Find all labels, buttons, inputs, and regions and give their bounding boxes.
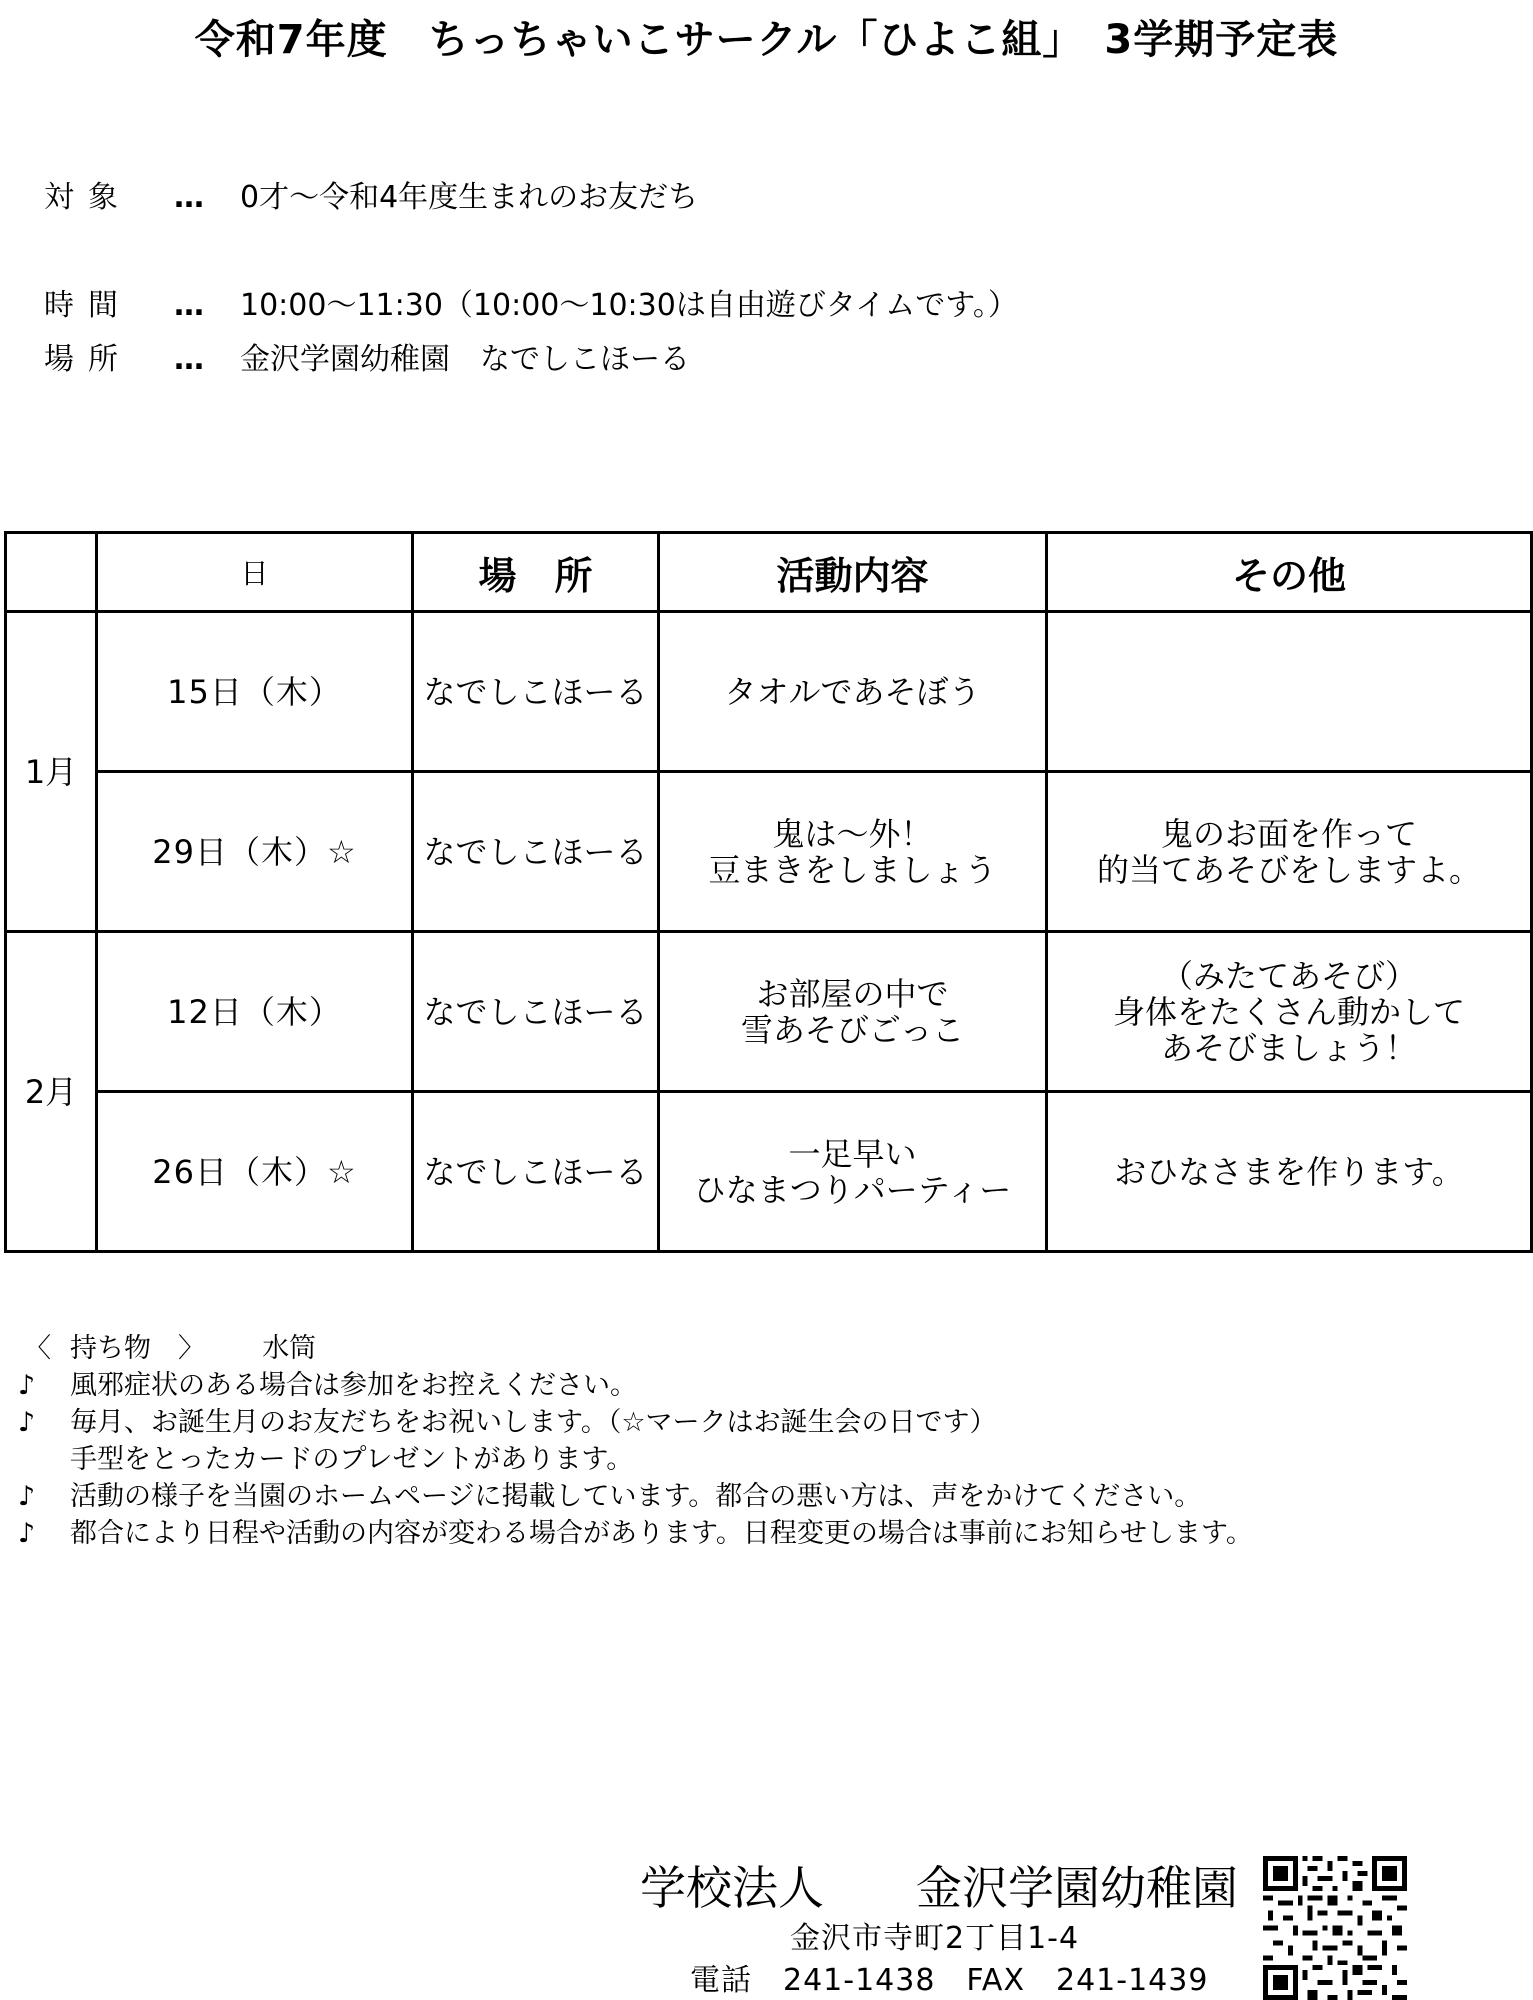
notes-section (18, 1330, 1253, 1552)
note-text: 都合により日程や活動の内容が変わる場合があります。日程変更の場合は事前にお知らせします。 (70, 1518, 1253, 1549)
bring-label: 持ち物 〉 (70, 1333, 205, 1364)
place-cell: なでしこほーる (413, 772, 659, 932)
month-cell: 1月 (6, 612, 97, 932)
other-cell (1047, 612, 1532, 772)
music-note-icon: ♪ (18, 1370, 36, 1401)
place-cell: なでしこほーる (413, 1092, 659, 1252)
note-item (18, 1515, 1253, 1552)
other-line: 的当てあそびをしますよ。 (1096, 850, 1481, 889)
header-other: その他 (1047, 533, 1532, 612)
header-activity: 活動内容 (659, 533, 1047, 612)
activity-cell (659, 772, 1047, 932)
activity-line: 鬼は～外！ (772, 814, 933, 853)
other-cell (1047, 772, 1532, 932)
note-item (18, 1404, 1253, 1441)
note-text: 手型をとったカードのプレゼントがあります。 (70, 1444, 634, 1475)
info-label: 対象 (44, 180, 132, 215)
music-note-icon: ♪ (18, 1518, 36, 1549)
date-cell: 29日（木）☆ (97, 772, 413, 932)
info-label: 時間 (44, 288, 132, 323)
header-date: 日 (97, 533, 413, 612)
qr-code-icon[interactable] (1263, 1856, 1407, 2000)
table-header-row (6, 533, 1532, 612)
note-item (18, 1478, 1253, 1515)
place-cell: なでしこほーる (413, 612, 659, 772)
info-dots: … (174, 180, 204, 215)
info-label: 場所 (44, 342, 132, 377)
place-cell: なでしこほーる (413, 932, 659, 1092)
date-cell: 12日（木） (97, 932, 413, 1092)
info-dots: … (174, 342, 204, 377)
month-cell: 2月 (6, 932, 97, 1252)
activity-cell (659, 932, 1047, 1092)
note-text: 毎月、お誕生月のお友だちをお祝いします。（☆マークはお誕生会の日です） (70, 1407, 997, 1438)
info-value: 10:00～11:30（10:00～10:30は自由遊びタイムです。） (240, 288, 1018, 323)
info-value: 金沢学園幼稚園 なでしこほーる (240, 342, 690, 377)
activity-line: タオルであそぼう (724, 672, 981, 711)
note-text: 風邪症状のある場合は参加をお控えください。 (70, 1370, 637, 1401)
activity-line: 一足早い (788, 1134, 917, 1173)
table-row (6, 932, 1532, 1092)
other-line: おひなさまを作ります。 (1114, 1152, 1464, 1191)
activity-line: 雪あそびごっこ (740, 1010, 965, 1049)
table-row (6, 772, 1532, 932)
note-text: 活動の様子を当園のホームページに掲載しています。都合の悪い方は、声をかけてください。 (70, 1481, 1202, 1512)
other-line: 鬼のお面を作って (1160, 814, 1417, 853)
other-cell (1047, 1092, 1532, 1252)
bracket-mark: 〈 (24, 1333, 51, 1364)
table-row (6, 612, 1532, 772)
page-title: 令和7年度 ちっちゃいこサークル「ひよこ組」 3学期予定表 (194, 17, 1339, 63)
music-note-icon: ♪ (18, 1481, 36, 1512)
info-value: 0才～令和4年度生まれのお友だち (240, 180, 699, 215)
date-cell: 26日（木）☆ (97, 1092, 413, 1252)
header-place: 場 所 (413, 533, 659, 612)
activity-cell (659, 1092, 1047, 1252)
music-note-icon: ♪ (18, 1407, 36, 1438)
note-item (18, 1441, 1253, 1478)
date-cell: 15日（木） (97, 612, 413, 772)
header-month (6, 533, 97, 612)
info-dots: … (174, 288, 204, 323)
activity-line: ひなまつりパーティー (693, 1170, 1012, 1209)
bring-value: 水筒 (262, 1333, 317, 1364)
activity-cell (659, 612, 1047, 772)
school-name: 学校法人 金沢学園幼稚園 (640, 1861, 1238, 1915)
other-line: あそびましょう！ (1160, 1028, 1417, 1067)
other-line: 身体をたくさん動かして (1112, 992, 1465, 1031)
note-item (18, 1367, 1253, 1404)
schedule-table (4, 531, 1533, 1253)
school-address: 金沢市寺町2丁目1-4 (790, 1921, 1080, 1956)
other-cell (1047, 932, 1532, 1092)
other-line: （みたてあそび） (1160, 956, 1417, 995)
activity-line: お部屋の中で (756, 974, 949, 1013)
table-row (6, 1092, 1532, 1252)
school-phone: 電話 241-1438 FAX 241-1439 (690, 1963, 1209, 1998)
bring-note (18, 1330, 1253, 1367)
activity-line: 豆まきをしましょう (708, 850, 997, 889)
